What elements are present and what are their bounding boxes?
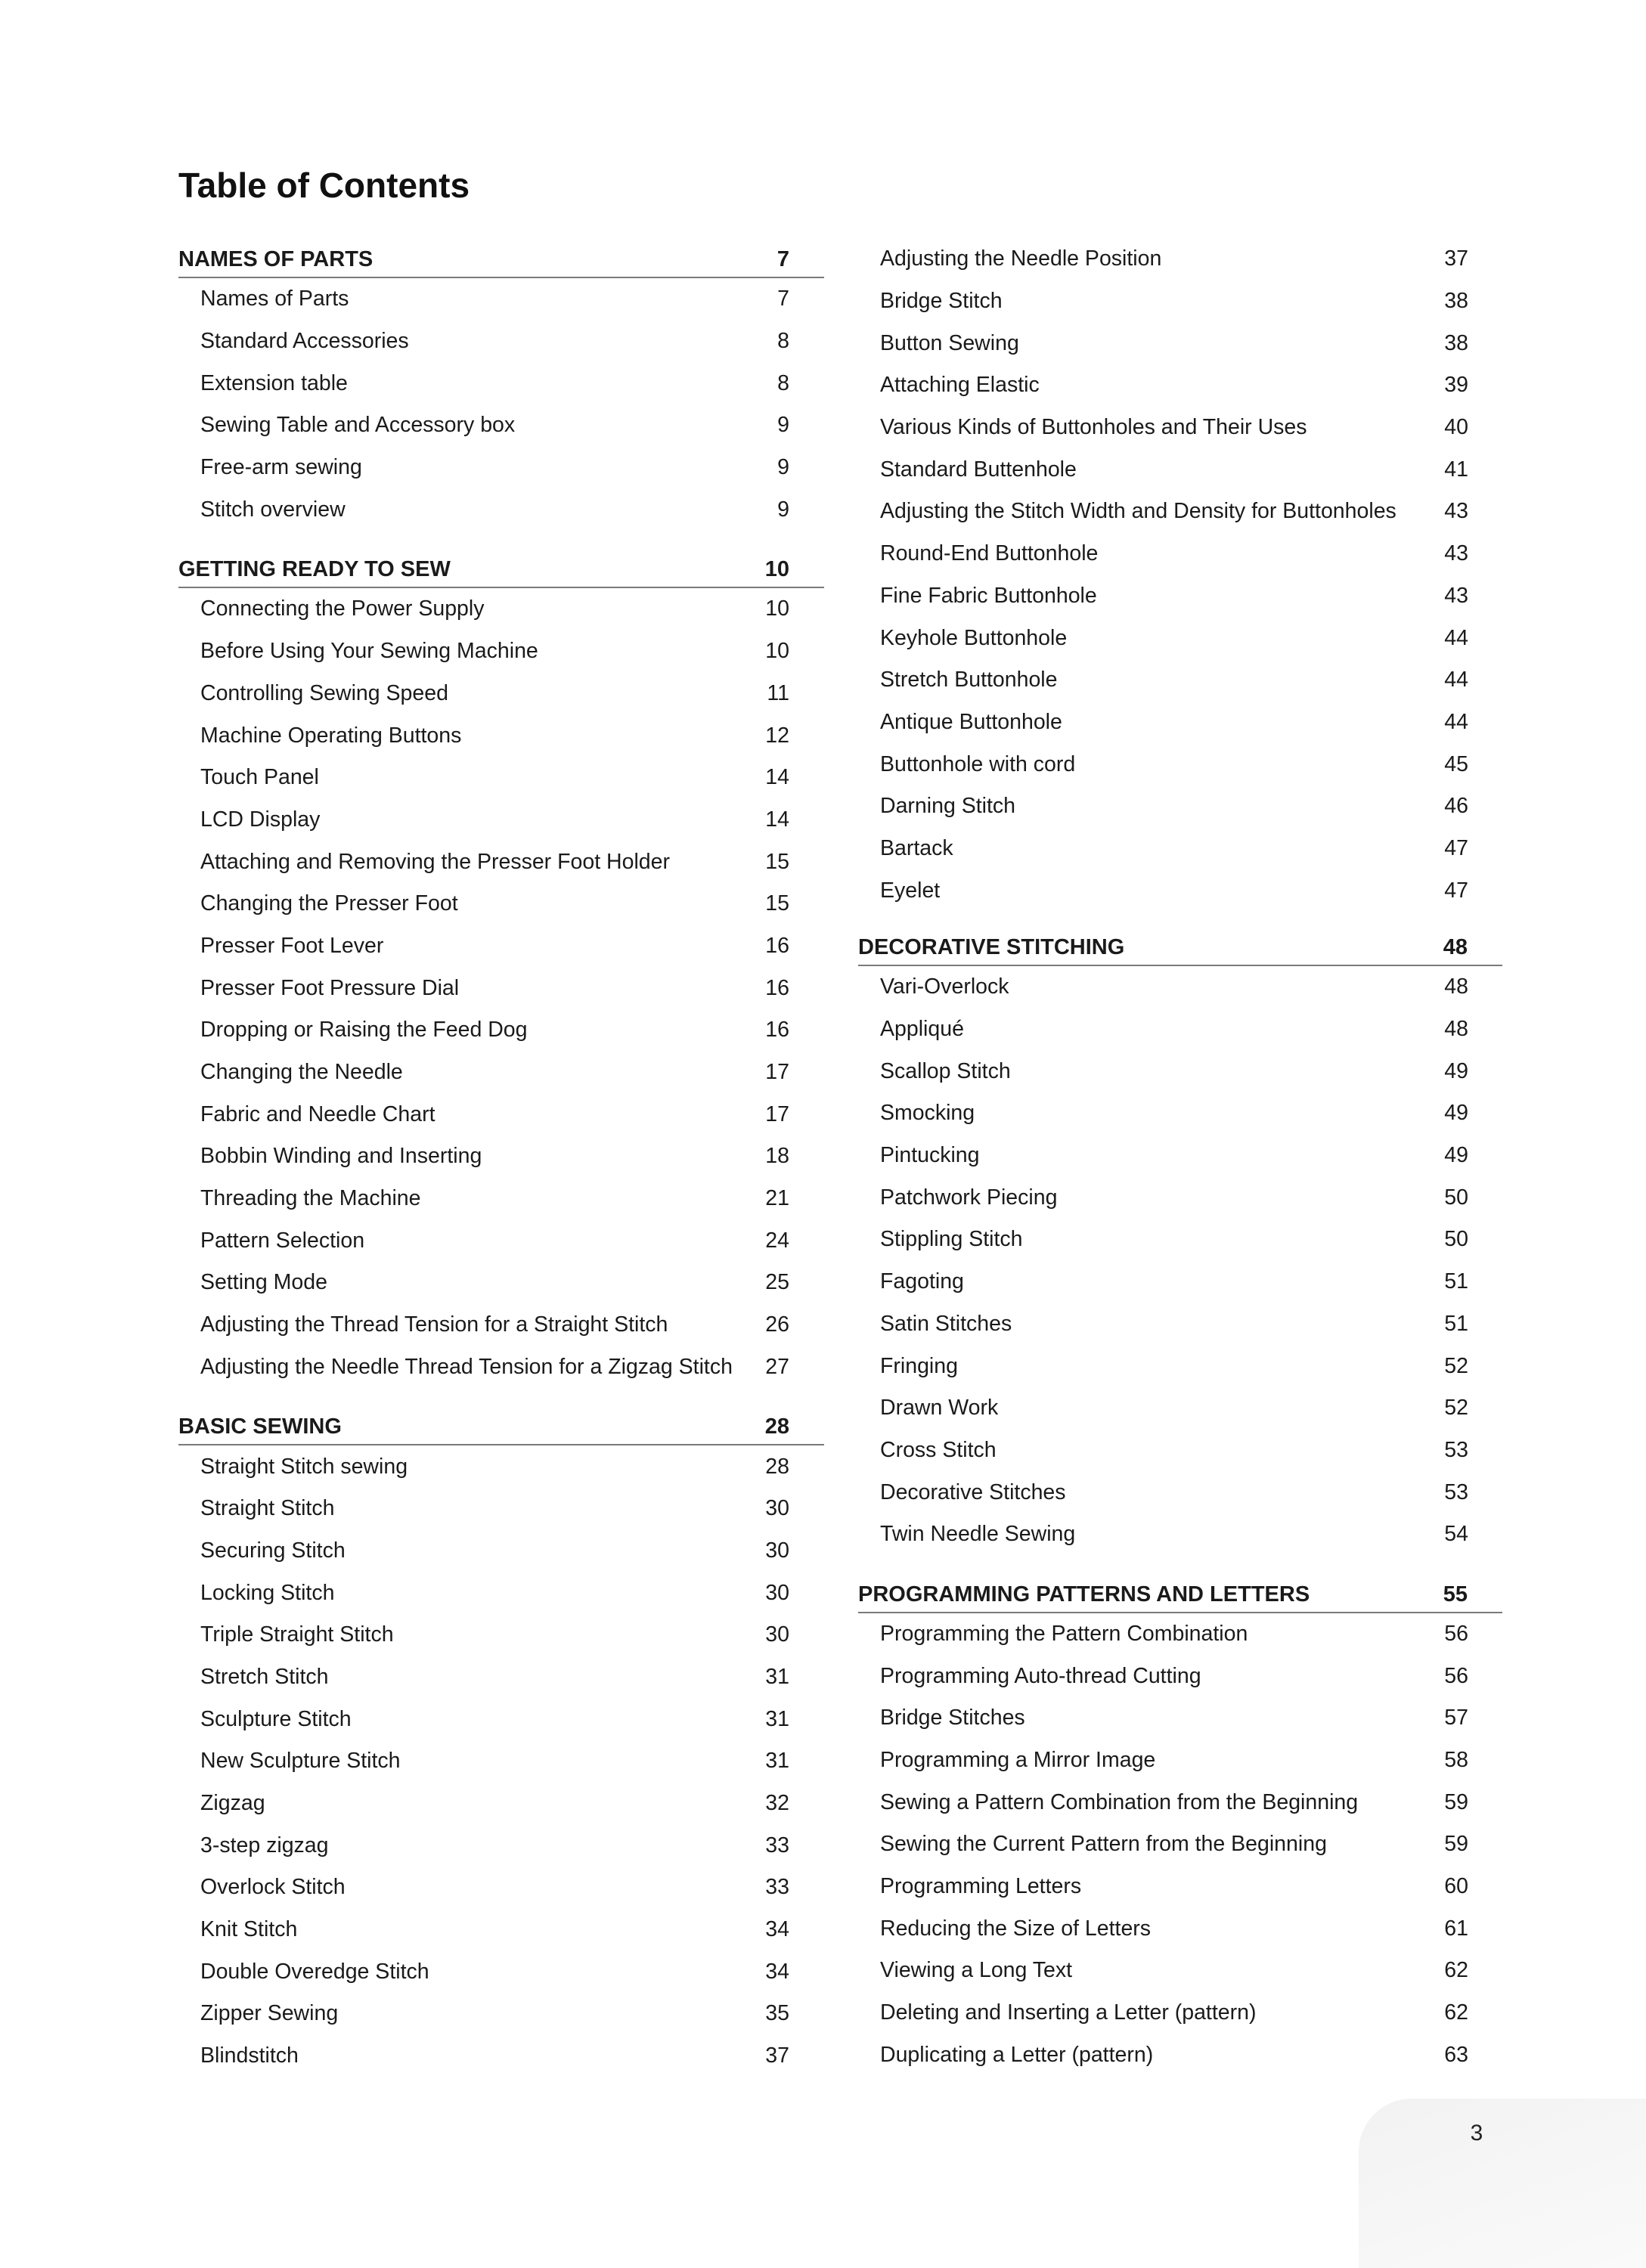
toc-entry-label: Decorative Stitches	[880, 1479, 1066, 1504]
toc-entry-page: 16	[765, 1018, 789, 1043]
toc-entry-label: Setting Mode	[200, 1270, 327, 1295]
toc-entry-page: 37	[765, 2043, 789, 2068]
toc-section	[178, 1408, 824, 2077]
toc-entry-label: Smocking	[880, 1101, 975, 1126]
toc-entry-label: Drawn Work	[880, 1396, 999, 1421]
toc-entry-page: 17	[765, 1101, 789, 1126]
toc-entry-label: Names of Parts	[200, 287, 349, 311]
toc-entry-page: 24	[765, 1228, 789, 1253]
toc-entry[interactable]	[858, 448, 1502, 491]
toc-entry-page: 11	[767, 680, 789, 705]
toc-entry-label: Bridge Stitches	[880, 1706, 1025, 1730]
toc-entry[interactable]	[178, 841, 824, 883]
toc-entry-list	[178, 588, 824, 1388]
toc-entry-label: Extension table	[200, 370, 348, 395]
toc-entry-page: 33	[765, 1833, 789, 1857]
toc-entry-page: 31	[765, 1664, 789, 1689]
toc-entry-page: 34	[765, 1917, 789, 1942]
toc-entry[interactable]	[178, 1740, 824, 1783]
toc-entry[interactable]	[178, 2035, 824, 2077]
toc-entry-label: Pintucking	[880, 1143, 980, 1168]
toc-entry-label: Reducing the Size of Letters	[880, 1916, 1152, 1941]
page-number: 3	[1470, 2121, 1483, 2146]
toc-entry[interactable]	[858, 491, 1502, 533]
toc-section-title: NAMES OF PARTS	[178, 247, 374, 271]
toc-entry-label: Before Using Your Sewing Machine	[200, 639, 538, 664]
toc-entry[interactable]	[178, 1783, 824, 1825]
toc-entry-page: 8	[777, 370, 789, 395]
toc-entry-label: Eyelet	[880, 878, 941, 903]
toc-entry-page: 56	[1444, 1621, 1468, 1646]
toc-entry[interactable]	[178, 1219, 824, 1262]
toc-entry-label: Dropping or Raising the Feed Dog	[200, 1018, 528, 1043]
toc-entry-label: Programming the Pattern Combination	[880, 1621, 1248, 1646]
toc-entry-page: 49	[1444, 1101, 1468, 1126]
toc-entry[interactable]	[178, 1867, 824, 1909]
toc-entry-page: 30	[765, 1538, 789, 1563]
toc-section-heading[interactable]	[178, 1408, 824, 1445]
toc-entry-page: 59	[1444, 1832, 1468, 1857]
toc-entry-label: Deleting and Inserting a Letter (pattern)	[880, 2000, 1257, 2025]
toc-entry[interactable]	[178, 925, 824, 968]
toc-entry-label: Patchwork Piecing	[880, 1185, 1058, 1210]
toc-section-page: 10	[764, 557, 789, 582]
toc-entry-page: 47	[1444, 878, 1468, 903]
toc-entry[interactable]	[178, 362, 824, 404]
toc-entry[interactable]	[858, 1823, 1502, 1866]
toc-entry[interactable]	[178, 1488, 824, 1530]
toc-entry-label: Overlock Stitch	[200, 1875, 346, 1900]
toc-entry[interactable]	[858, 1430, 1502, 1472]
toc-entry-page: 15	[765, 891, 789, 916]
toc-entry[interactable]	[858, 1387, 1502, 1430]
toc-entry[interactable]	[858, 702, 1502, 744]
toc-entry[interactable]	[178, 673, 824, 715]
toc-entry[interactable]	[858, 617, 1502, 659]
toc-entry-label: Bridge Stitch	[880, 289, 1003, 314]
toc-entry-page: 54	[1444, 1522, 1468, 1547]
toc-entry-page: 16	[765, 975, 789, 1000]
toc-entry-label: Stitch overview	[200, 497, 346, 522]
toc-entry-label: Connecting the Power Supply	[200, 596, 485, 621]
toc-entry[interactable]	[178, 1530, 824, 1572]
toc-entry-page: 49	[1444, 1143, 1468, 1168]
toc-entry-label: Adjusting the Stitch Width and Density for Buttonholes	[880, 499, 1396, 524]
toc-entry-page: 9	[777, 413, 789, 438]
toc-section-page: 28	[764, 1414, 789, 1439]
toc-entry-page: 62	[1444, 1958, 1468, 1983]
toc-entry[interactable]	[178, 967, 824, 1009]
toc-entry-page: 34	[765, 1959, 789, 1984]
toc-entry[interactable]	[858, 1697, 1502, 1740]
toc-entry-label: Programming a Mirror Image	[880, 1748, 1156, 1773]
toc-entry-page: 12	[765, 723, 789, 748]
toc-entry-page: 53	[1444, 1437, 1468, 1462]
toc-entry[interactable]	[858, 1514, 1502, 1556]
toc-entry[interactable]	[178, 1445, 824, 1488]
toc-entry-page: 50	[1444, 1227, 1468, 1252]
toc-entry-label: Fine Fabric Buttonhole	[880, 583, 1097, 608]
toc-entry[interactable]	[178, 1950, 824, 1993]
toc-left-column	[178, 240, 824, 2097]
toc-entry[interactable]	[858, 364, 1502, 407]
toc-entry-label: Stippling Stitch	[880, 1227, 1023, 1252]
toc-entry-page: 14	[765, 807, 789, 832]
toc-section-page: 55	[1443, 1582, 1468, 1606]
toc-entry[interactable]	[858, 1907, 1502, 1950]
toc-entry-list	[858, 1613, 1502, 2077]
toc-entry-page: 63	[1444, 2042, 1468, 2067]
toc-entry[interactable]	[178, 1136, 824, 1178]
toc-entry-page: 31	[765, 1706, 789, 1731]
toc-entry-page: 40	[1444, 415, 1468, 440]
toc-entry-label: Changing the Needle	[200, 1060, 403, 1085]
toc-section	[858, 1576, 1502, 2077]
toc-entry-label: Fabric and Needle Chart	[200, 1101, 436, 1126]
toc-section	[858, 928, 1502, 1556]
toc-entry-label: Presser Foot Pressure Dial	[200, 975, 460, 1000]
toc-entry[interactable]	[858, 659, 1502, 702]
toc-entry-list	[858, 966, 1502, 1556]
toc-entry[interactable]	[178, 488, 824, 531]
toc-entry-label: Cross Stitch	[880, 1437, 997, 1462]
toc-entry-label: Standard Accessories	[200, 329, 409, 354]
toc-entry-list	[178, 278, 824, 531]
toc-section-heading[interactable]	[178, 240, 824, 278]
toc-entry-label: Sculpture Stitch	[200, 1706, 352, 1731]
toc-entry[interactable]	[858, 1303, 1502, 1346]
toc-entry[interactable]	[858, 1345, 1502, 1387]
toc-entry-label: Attaching and Removing the Presser Foot Holder	[200, 849, 670, 874]
toc-entry-page: 48	[1444, 1017, 1468, 1042]
toc-entry-label: Touch Panel	[200, 765, 319, 790]
toc-entry-page: 47	[1444, 835, 1468, 860]
toc-entry-label: New Sculpture Stitch	[200, 1749, 401, 1774]
toc-entry[interactable]	[178, 1572, 824, 1614]
toc-entry[interactable]	[858, 828, 1502, 870]
toc-entry-page: 62	[1444, 2000, 1468, 2025]
toc-entry-label: Scallop Stitch	[880, 1058, 1011, 1083]
toc-entry-label: Adjusting the Thread Tension for a Straight Stitch	[200, 1312, 668, 1337]
toc-section-page: 48	[1443, 935, 1468, 959]
toc-entry-page: 21	[765, 1186, 789, 1211]
toc-entry[interactable]	[858, 1261, 1502, 1303]
toc-entry-label: Stretch Buttonhole	[880, 668, 1058, 692]
toc-entry[interactable]	[858, 533, 1502, 575]
toc-entry-label: Twin Needle Sewing	[880, 1522, 1076, 1547]
toc-entry-page: 53	[1444, 1479, 1468, 1504]
toc-entry[interactable]	[858, 1092, 1502, 1135]
toc-entry-page: 56	[1444, 1663, 1468, 1688]
toc-entry-label: Free-arm sewing	[200, 455, 362, 480]
toc-entry-label: Keyhole Buttonhole	[880, 625, 1068, 650]
toc-entry-page: 7	[777, 287, 789, 311]
toc-entry-label: Locking Stitch	[200, 1580, 335, 1605]
toc-entry-label: Adjusting the Needle Position	[880, 246, 1162, 271]
toc-entry[interactable]	[858, 1219, 1502, 1261]
toc-entry-page: 9	[777, 455, 789, 480]
toc-entry-page: 8	[777, 329, 789, 354]
toc-entry[interactable]	[858, 1613, 1502, 1656]
toc-entry-label: Pattern Selection	[200, 1228, 365, 1253]
toc-entry-label: Presser Foot Lever	[200, 933, 384, 958]
toc-entry-label: Knit Stitch	[200, 1917, 298, 1942]
toc-entry-page: 60	[1444, 1874, 1468, 1899]
toc-entry-label: LCD Display	[200, 807, 321, 832]
continued-entries	[858, 238, 1502, 912]
toc-entry-page: 27	[765, 1354, 789, 1379]
toc-entry[interactable]	[858, 1176, 1502, 1219]
toc-entry-page: 43	[1444, 583, 1468, 608]
toc-entry-page: 35	[765, 2001, 789, 2026]
toc-section-heading[interactable]	[858, 928, 1502, 966]
toc-entry-page: 44	[1444, 625, 1468, 650]
toc-section-title: PROGRAMMING PATTERNS AND LETTERS	[858, 1582, 1310, 1606]
toc-entry-label: Triple Straight Stitch	[200, 1622, 394, 1647]
toc-entry-label: Programming Letters	[880, 1874, 1082, 1899]
toc-entry[interactable]	[858, 1135, 1502, 1177]
toc-entry-page: 48	[1444, 974, 1468, 999]
toc-entry[interactable]	[178, 1614, 824, 1656]
toc-section	[178, 240, 824, 531]
toc-entry[interactable]	[178, 883, 824, 925]
toc-section	[178, 550, 824, 1388]
toc-entry[interactable]	[178, 631, 824, 673]
toc-entry-page: 44	[1444, 709, 1468, 734]
toc-entry[interactable]	[178, 1346, 824, 1389]
toc-entry-page: 45	[1444, 751, 1468, 776]
toc-entry-label: Sewing a Pattern Combination from the Beginning	[880, 1789, 1359, 1814]
toc-entry-label: Zigzag	[200, 1791, 265, 1816]
toc-entry[interactable]	[178, 1052, 824, 1094]
toc-entry-label: Round-End Buttonhole	[880, 541, 1099, 566]
page-title: Table of Contents	[178, 166, 470, 205]
toc-entry[interactable]	[178, 1262, 824, 1304]
toc-entry-page: 14	[765, 765, 789, 790]
toc-entry-label: Duplicating a Letter (pattern)	[880, 2042, 1154, 2067]
toc-entry-page: 18	[765, 1144, 789, 1169]
toc-entry-label: Various Kinds of Buttonholes and Their Uses	[880, 415, 1307, 440]
toc-entry-label: Appliqué	[880, 1017, 964, 1042]
toc-entry-label: Button Sewing	[880, 330, 1019, 355]
toc-entry-page: 31	[765, 1749, 789, 1774]
toc-entry-label: Viewing a Long Text	[880, 1958, 1073, 1983]
toc-entry[interactable]	[858, 869, 1502, 912]
toc-section-heading[interactable]	[858, 1576, 1502, 1613]
page-corner-tab	[1359, 2099, 1646, 2268]
toc-entry[interactable]	[858, 1740, 1502, 1782]
toc-section-title: BASIC SEWING	[178, 1414, 342, 1439]
toc-entry-label: Threading the Machine	[200, 1186, 421, 1211]
toc-entry-label: Darning Stitch	[880, 794, 1016, 819]
toc-entry[interactable]	[858, 407, 1502, 449]
toc-entry-label: Securing Stitch	[200, 1538, 346, 1563]
toc-entry-page: 17	[765, 1060, 789, 1085]
toc-entry-page: 33	[765, 1875, 789, 1900]
toc-entry-page: 37	[1444, 246, 1468, 271]
toc-entry[interactable]	[178, 321, 824, 363]
toc-entry-label: Buttonhole with cord	[880, 751, 1076, 776]
toc-entry-page: 43	[1444, 499, 1468, 524]
toc-entry[interactable]	[858, 238, 1502, 280]
toc-entry-page: 25	[765, 1270, 789, 1295]
toc-entry-page: 26	[765, 1312, 789, 1337]
toc-entry-page: 58	[1444, 1748, 1468, 1773]
toc-entry-label: Stretch Stitch	[200, 1664, 329, 1689]
toc-entry[interactable]	[178, 1304, 824, 1346]
toc-entry-label: Adjusting the Needle Thread Tension for a Zigzag Stitch	[200, 1354, 733, 1379]
toc-entry-label: Fagoting	[880, 1269, 964, 1294]
toc-entry[interactable]	[858, 2034, 1502, 2077]
toc-entry-label: Programming Auto-thread Cutting	[880, 1663, 1201, 1688]
toc-entry-page: 41	[1444, 457, 1468, 482]
toc-entry[interactable]	[858, 1655, 1502, 1697]
toc-entry-page: 30	[765, 1622, 789, 1647]
toc-entry[interactable]	[858, 743, 1502, 785]
toc-entry[interactable]	[178, 1909, 824, 1951]
toc-entry-page: 61	[1444, 1916, 1468, 1941]
toc-entry[interactable]	[178, 714, 824, 757]
toc-entry-page: 30	[765, 1580, 789, 1605]
toc-entry-page: 44	[1444, 668, 1468, 692]
toc-entry[interactable]	[178, 1824, 824, 1867]
toc-entry[interactable]	[858, 1009, 1502, 1051]
toc-entry-label: Antique Buttonhole	[880, 709, 1062, 734]
toc-entry-page: 38	[1444, 330, 1468, 355]
toc-entry-label: Machine Operating Buttons	[200, 723, 462, 748]
toc-right-column	[858, 240, 1502, 2096]
toc-entry[interactable]	[858, 1992, 1502, 2034]
toc-entry-page: 15	[765, 849, 789, 874]
toc-entry[interactable]	[858, 575, 1502, 618]
toc-section-title: DECORATIVE STITCHING	[858, 935, 1125, 959]
toc-entry[interactable]	[178, 404, 824, 447]
toc-entry[interactable]	[178, 588, 824, 631]
toc-section-page: 7	[777, 247, 789, 271]
toc-entry[interactable]	[858, 1781, 1502, 1823]
toc-entry-label: Controlling Sewing Speed	[200, 680, 448, 705]
toc-entry[interactable]	[178, 757, 824, 799]
toc-entry-label: Attaching Elastic	[880, 373, 1040, 398]
toc-entry[interactable]	[178, 278, 824, 321]
toc-entry[interactable]	[858, 280, 1502, 323]
toc-entry-page: 59	[1444, 1789, 1468, 1814]
toc-entry-page: 39	[1444, 373, 1468, 398]
toc-section-heading[interactable]	[178, 550, 824, 588]
toc-entry-page: 52	[1444, 1353, 1468, 1378]
toc-entry-page: 38	[1444, 289, 1468, 314]
toc-entry-page: 16	[765, 933, 789, 958]
toc-entry[interactable]	[858, 966, 1502, 1009]
toc-entry[interactable]	[858, 1050, 1502, 1092]
toc-entry-label: Sewing Table and Accessory box	[200, 413, 516, 438]
toc-entry-page: 10	[765, 596, 789, 621]
toc-entry-page: 10	[765, 639, 789, 664]
toc-section-title: GETTING READY TO SEW	[178, 557, 451, 582]
toc-entry-page: 43	[1444, 541, 1468, 566]
toc-entry-label: Bobbin Winding and Inserting	[200, 1144, 482, 1169]
toc-entry-label: Bartack	[880, 835, 953, 860]
toc-entry-page: 32	[765, 1791, 789, 1816]
toc-entry-label: 3-step zigzag	[200, 1833, 329, 1857]
toc-entry-label: Blindstitch	[200, 2043, 299, 2068]
toc-entry-page: 28	[765, 1454, 789, 1479]
toc-entry-page: 30	[765, 1496, 789, 1521]
toc-entry-label: Straight Stitch	[200, 1496, 335, 1521]
toc-entry[interactable]	[858, 1471, 1502, 1514]
toc-entry-label: Standard Buttenhole	[880, 457, 1077, 482]
toc-entry-label: Straight Stitch sewing	[200, 1454, 408, 1479]
toc-entry-label: Vari-Overlock	[880, 974, 1009, 999]
toc-entry-label: Fringing	[880, 1353, 958, 1378]
toc-entry[interactable]	[178, 1178, 824, 1220]
toc-entry-page: 51	[1444, 1269, 1468, 1294]
toc-entry-page: 9	[777, 497, 789, 522]
toc-entry[interactable]	[178, 1993, 824, 2035]
toc-entry[interactable]	[178, 1656, 824, 1699]
toc-entry-label: Zipper Sewing	[200, 2001, 339, 2026]
toc-entry-page: 51	[1444, 1311, 1468, 1336]
toc-entry[interactable]	[858, 785, 1502, 828]
toc-entry[interactable]	[178, 1698, 824, 1740]
toc-entry-page: 57	[1444, 1706, 1468, 1730]
toc-entry[interactable]	[858, 322, 1502, 364]
toc-entry-page: 52	[1444, 1396, 1468, 1421]
toc-entry-page: 46	[1444, 794, 1468, 819]
toc-entry-label: Satin Stitches	[880, 1311, 1012, 1336]
toc-entry[interactable]	[178, 1009, 824, 1052]
toc-entry[interactable]	[858, 1950, 1502, 1992]
toc-entry[interactable]	[858, 1866, 1502, 1908]
toc-entry-page: 50	[1444, 1185, 1468, 1210]
toc-entry[interactable]	[178, 799, 824, 841]
toc-entry-label: Double Overedge Stitch	[200, 1959, 429, 1984]
toc-entry-page: 49	[1444, 1058, 1468, 1083]
toc-entry[interactable]	[178, 447, 824, 489]
toc-entry[interactable]	[178, 1093, 824, 1136]
toc-entry-label: Changing the Presser Foot	[200, 891, 458, 916]
toc-entry-list	[178, 1445, 824, 2077]
toc-entry-label: Sewing the Current Pattern from the Beginning	[880, 1832, 1327, 1857]
